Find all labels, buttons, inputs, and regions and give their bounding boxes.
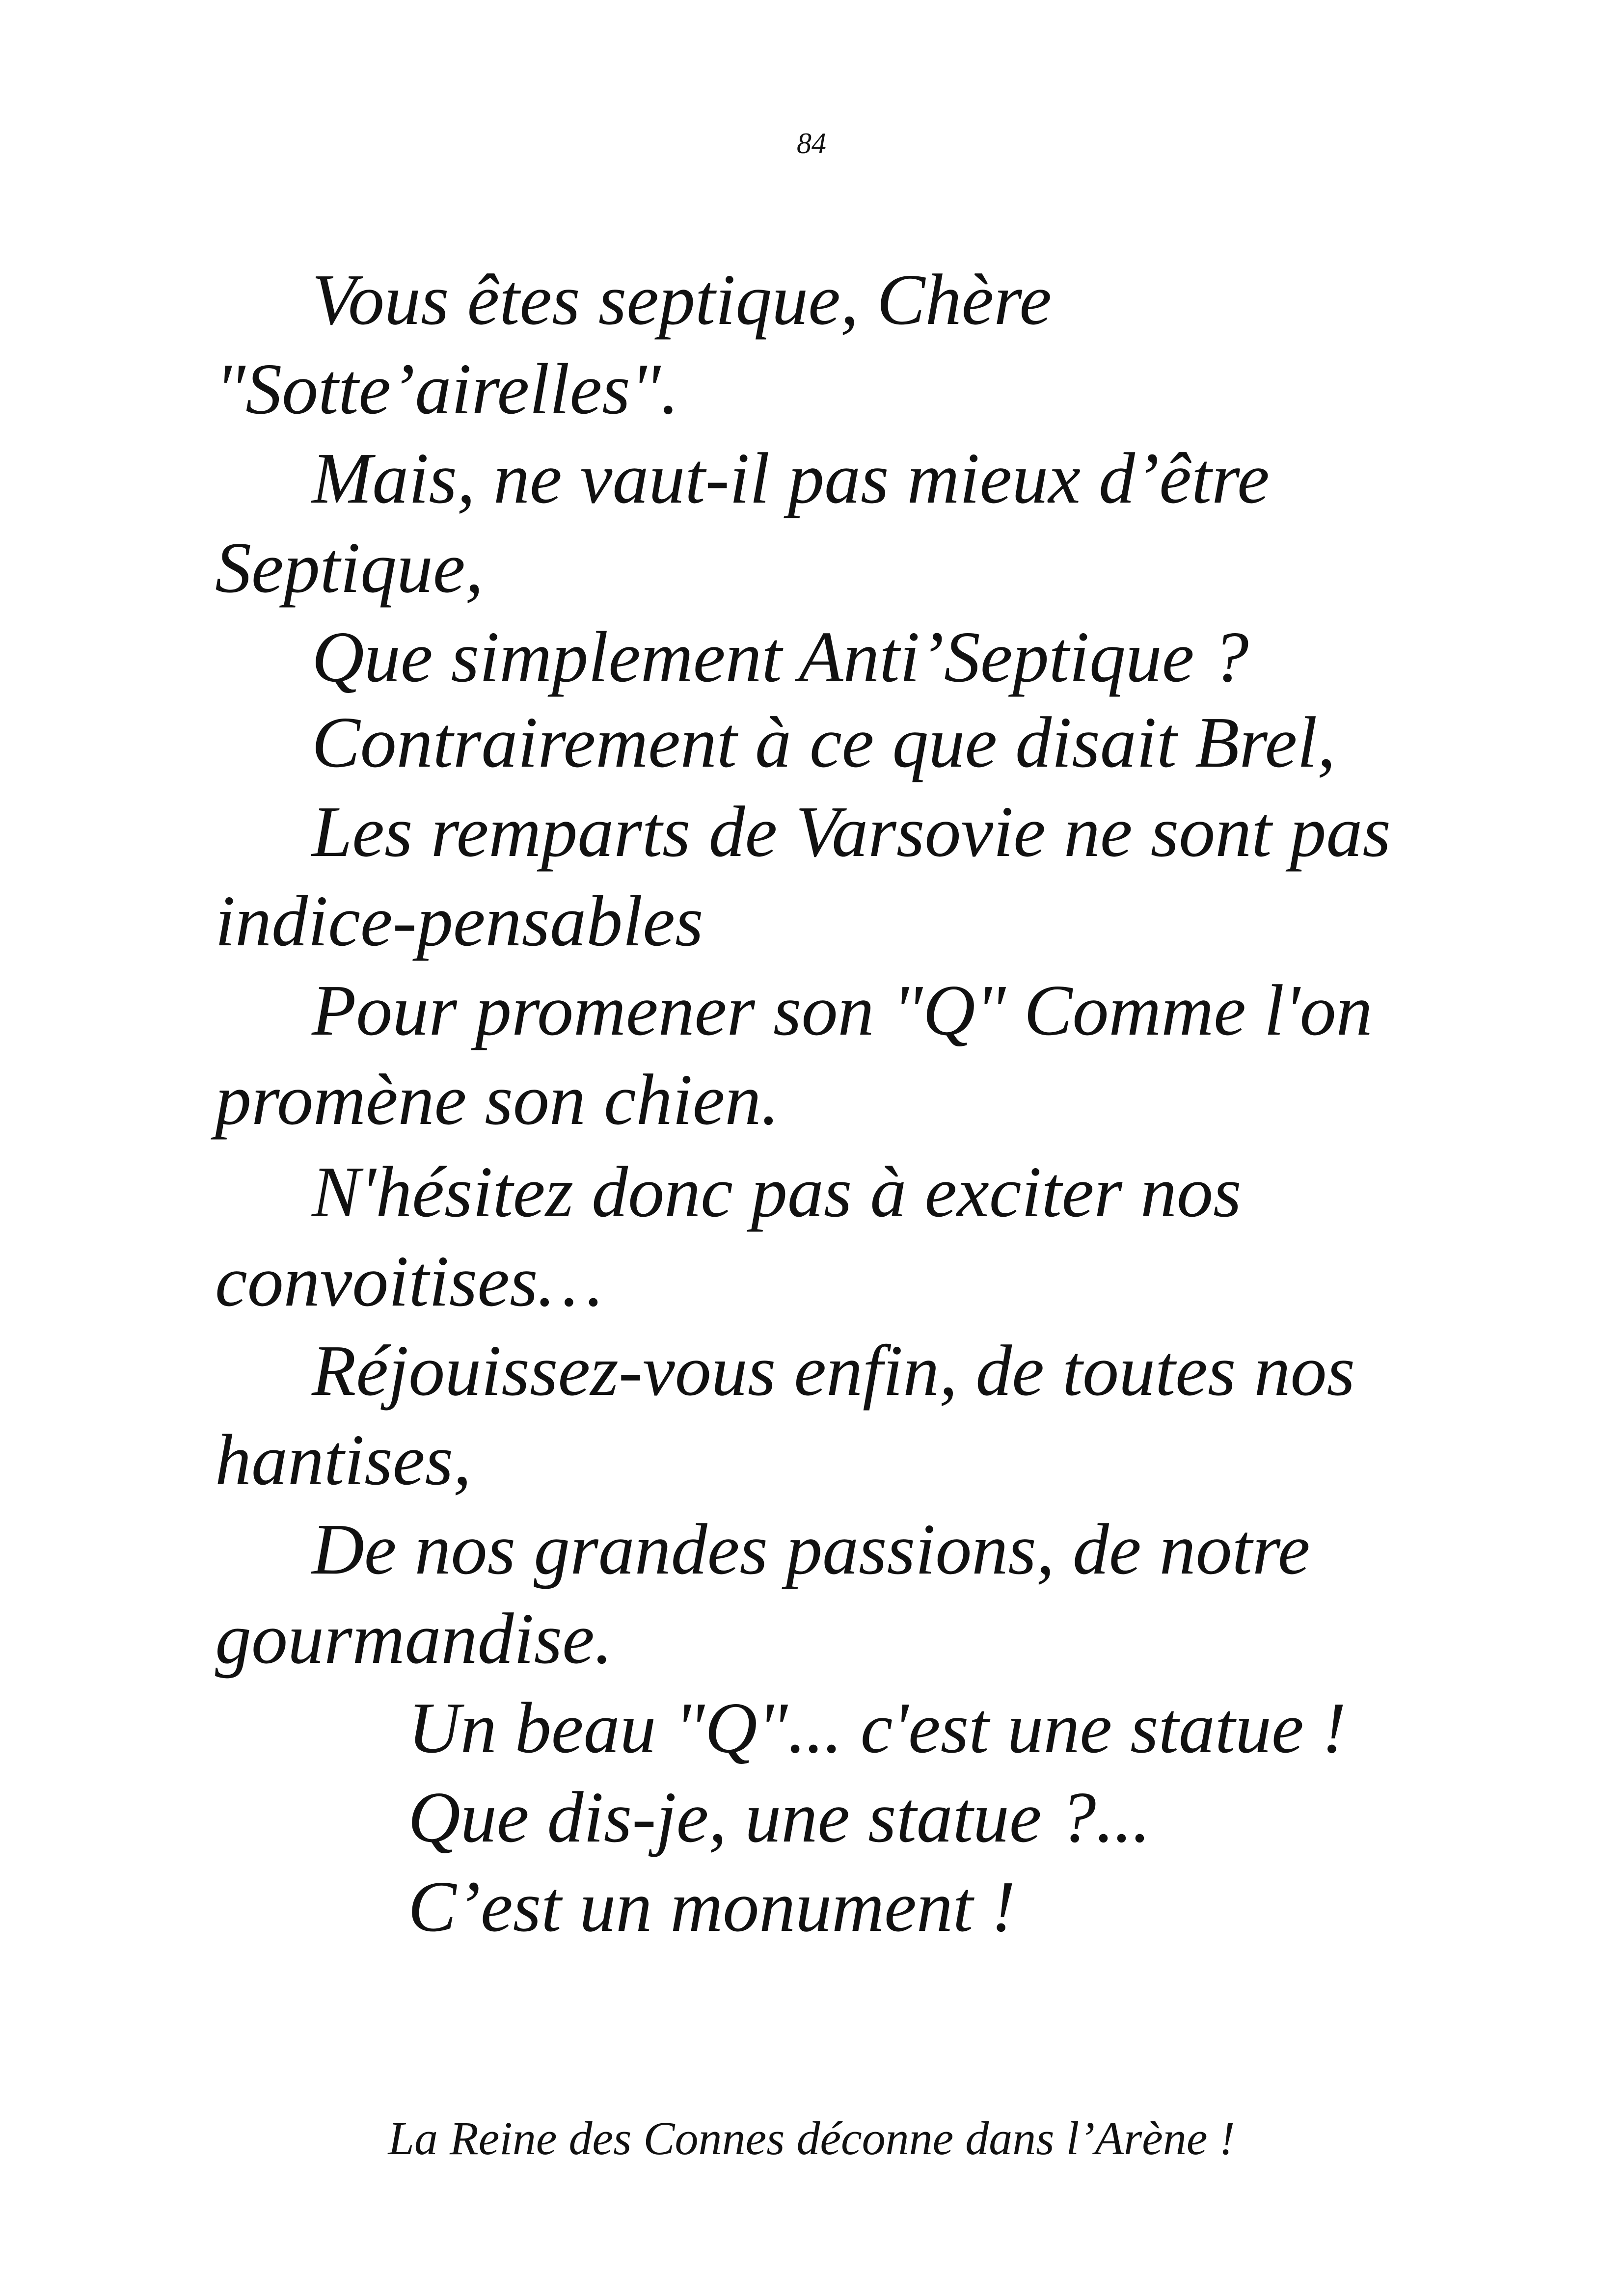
poem-line: hantises, (215, 1420, 472, 1500)
poem-line: Contrairement à ce que disait Brel, (312, 702, 1336, 783)
poem-line: "Sotte’airelles". (215, 349, 679, 429)
poem-line: convoitises… (215, 1241, 603, 1322)
poem-line: Septique, (215, 528, 484, 608)
page-number: 84 (797, 127, 826, 160)
poem-line: N'hésitez donc pas à exciter nos (312, 1152, 1242, 1232)
poem-line: indice-pensables (215, 881, 703, 961)
poem-line: promène son chien. (215, 1060, 780, 1140)
poem-line: Que dis-je, une statue ?... (408, 1777, 1151, 1858)
poem-line: Les remparts de Varsovie ne sont pas (312, 792, 1391, 872)
poem-line: C’est un monument ! (408, 1867, 1016, 1947)
poem-line: Vous êtes septique, Chère (312, 260, 1052, 340)
poem-line: De nos grandes passions, de notre (312, 1509, 1310, 1590)
poem-line: Pour promener son "Q" Comme l'on (312, 970, 1373, 1051)
poem-line: Que simplement Anti’Septique ? (312, 617, 1249, 697)
poem-line: gourmandise. (215, 1599, 613, 1679)
poem-line: Un beau "Q"... c'est une statue ! (408, 1688, 1346, 1768)
poem-line: Mais, ne vaut-il pas mieux d’être (312, 438, 1270, 519)
running-footer: La Reine des Connes déconne dans l’Arène ! (388, 2112, 1235, 2164)
poem-line: Réjouissez-vous enfin, de toutes nos (312, 1331, 1355, 1411)
poem-body (215, 255, 1511, 1951)
